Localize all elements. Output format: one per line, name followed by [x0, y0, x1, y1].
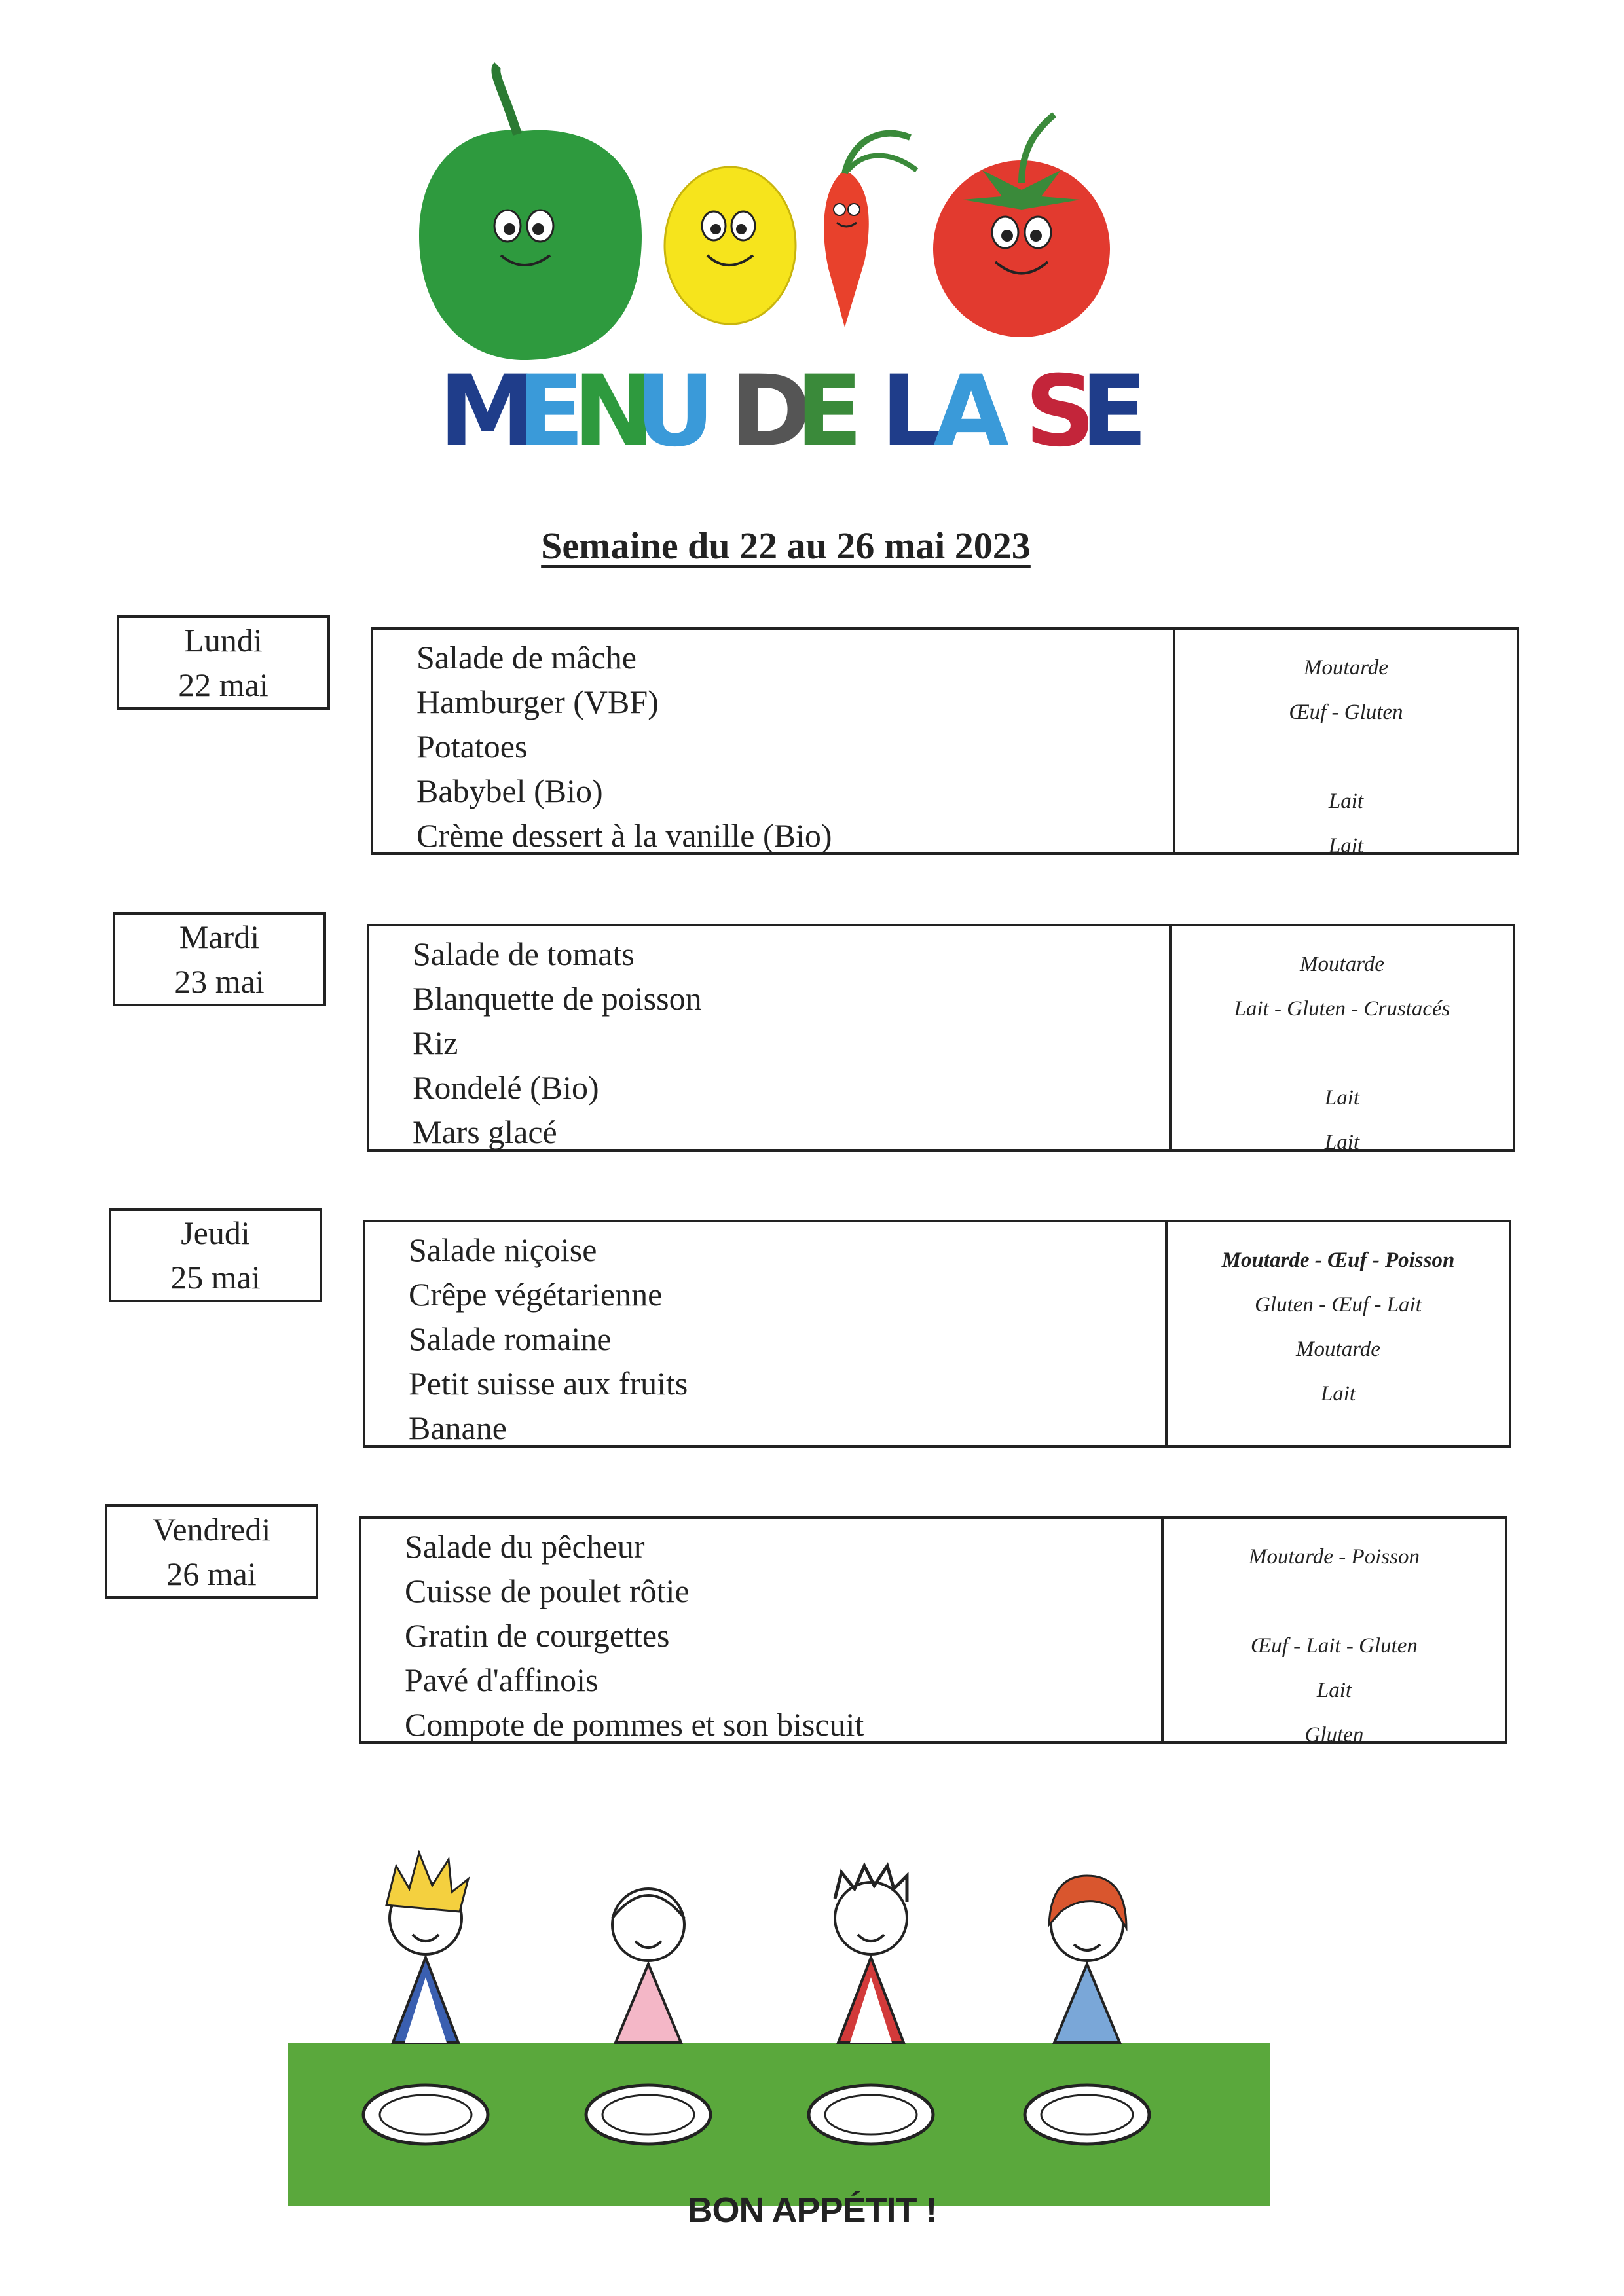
- dish: Salade romaine: [409, 1321, 612, 1357]
- dish: Pavé d'affinois: [405, 1662, 599, 1698]
- menu-box-mardi: [367, 924, 1515, 1152]
- svg-text:M: M: [439, 355, 538, 469]
- day-box-jeudi: [109, 1208, 322, 1302]
- lemon-icon: [665, 167, 796, 324]
- dish: Banane: [409, 1410, 507, 1446]
- day-name: Vendredi: [152, 1511, 271, 1548]
- allergen: Lait: [1328, 790, 1364, 813]
- allergen-list: [1172, 926, 1513, 1154]
- day-box-vendredi: [105, 1504, 318, 1599]
- svg-text:U: U: [635, 355, 716, 469]
- dish: Potatoes: [416, 728, 528, 765]
- svg-text:E: E: [517, 355, 586, 469]
- svg-text:L: L: [881, 355, 945, 469]
- day-date: 26 mai: [166, 1556, 257, 1592]
- dish: Salade de tomats: [413, 936, 635, 972]
- allergen: Lait: [1328, 834, 1364, 858]
- day-box-lundi: [117, 615, 330, 710]
- allergen: Lait: [1324, 1086, 1360, 1110]
- day-name: Lundi: [184, 622, 263, 659]
- child-4: [1025, 1876, 1149, 2144]
- day-date: 22 mai: [178, 666, 268, 703]
- dish: Riz: [413, 1025, 458, 1061]
- allergen: Moutarde - Poisson: [1249, 1545, 1420, 1569]
- day-date: 25 mai: [170, 1259, 261, 1296]
- menu-box-vendredi: [359, 1516, 1507, 1747]
- dish: Hamburger (VBF): [416, 683, 659, 720]
- children-at-table-illustration: [288, 1827, 1270, 2206]
- day-box-mardi: [113, 912, 326, 1006]
- svg-text:E: E: [1080, 355, 1149, 469]
- dish-list: [365, 1222, 1168, 1445]
- dish: Compote de pommes et son biscuit: [405, 1706, 864, 1743]
- allergen: Gluten - Œuf - Lait: [1255, 1293, 1422, 1317]
- dish: Babybel (Bio): [416, 773, 603, 809]
- allergen: [1164, 1579, 1505, 1624]
- allergen: Moutarde: [1304, 656, 1388, 680]
- dish: Petit suisse aux fruits: [409, 1365, 688, 1402]
- carrot-icon: [824, 134, 917, 327]
- allergen: Lait: [1320, 1382, 1356, 1406]
- allergen: Œuf - Lait - Gluten: [1251, 1634, 1418, 1658]
- menu-logo: [393, 52, 1166, 484]
- allergen-list: [1164, 1519, 1505, 1747]
- child-2: [586, 1889, 710, 2144]
- dish: Cuisse de poulet rôtie: [405, 1573, 690, 1609]
- dish: Gratin de courgettes: [405, 1617, 670, 1654]
- svg-text:E: E: [796, 355, 864, 469]
- allergen: Gluten: [1304, 1723, 1364, 1747]
- day-name: Mardi: [179, 919, 260, 955]
- logo-text: [439, 355, 1149, 469]
- pepper-icon: [419, 65, 642, 360]
- dish: Salade de mâche: [416, 639, 637, 676]
- week-title: Semaine du 22 au 26 mai 2023: [541, 524, 1031, 567]
- allergen: Œuf - Gluten: [1289, 701, 1403, 724]
- dish: Blanquette de poisson: [413, 980, 702, 1017]
- svg-text:D: D: [730, 355, 813, 469]
- svg-text:A: A: [933, 355, 1011, 469]
- bon-appetit-text: BON APPÉTIT !: [687, 2191, 937, 2230]
- dish-list: [369, 926, 1172, 1149]
- dish: Crêpe végétarienne: [409, 1276, 663, 1313]
- dish-list: [361, 1519, 1164, 1741]
- dish: Mars glacé: [413, 1114, 557, 1150]
- svg-text:S: S: [1025, 355, 1098, 469]
- child-3: [809, 1866, 933, 2144]
- allergen: Lait: [1316, 1679, 1352, 1702]
- dish-list: [373, 630, 1175, 852]
- allergen: Moutarde - Œuf - Poisson: [1221, 1248, 1455, 1272]
- allergen-list: [1168, 1222, 1509, 1445]
- menu-box-lundi: [371, 627, 1519, 858]
- allergen: Lait - Gluten - Crustacés: [1234, 997, 1450, 1021]
- dish: Salade niçoise: [409, 1231, 597, 1268]
- day-name: Jeudi: [181, 1214, 250, 1251]
- allergen: Moutarde: [1300, 953, 1384, 976]
- allergen: Moutarde: [1296, 1338, 1380, 1361]
- child-1: [363, 1853, 488, 2144]
- allergen-list: [1175, 630, 1517, 858]
- allergen: [1175, 735, 1517, 779]
- allergen: Lait: [1324, 1131, 1360, 1154]
- allergen: [1172, 1031, 1513, 1076]
- dish: Crème dessert à la vanille (Bio): [416, 817, 832, 854]
- dish: Salade du pêcheur: [405, 1528, 645, 1565]
- menu-box-jeudi: [363, 1220, 1511, 1448]
- svg-text:N: N: [573, 355, 657, 469]
- dish: Rondelé (Bio): [413, 1069, 599, 1106]
- day-date: 23 mai: [174, 963, 265, 1000]
- tomato-icon: [933, 115, 1110, 337]
- allergen: [1168, 1416, 1509, 1461]
